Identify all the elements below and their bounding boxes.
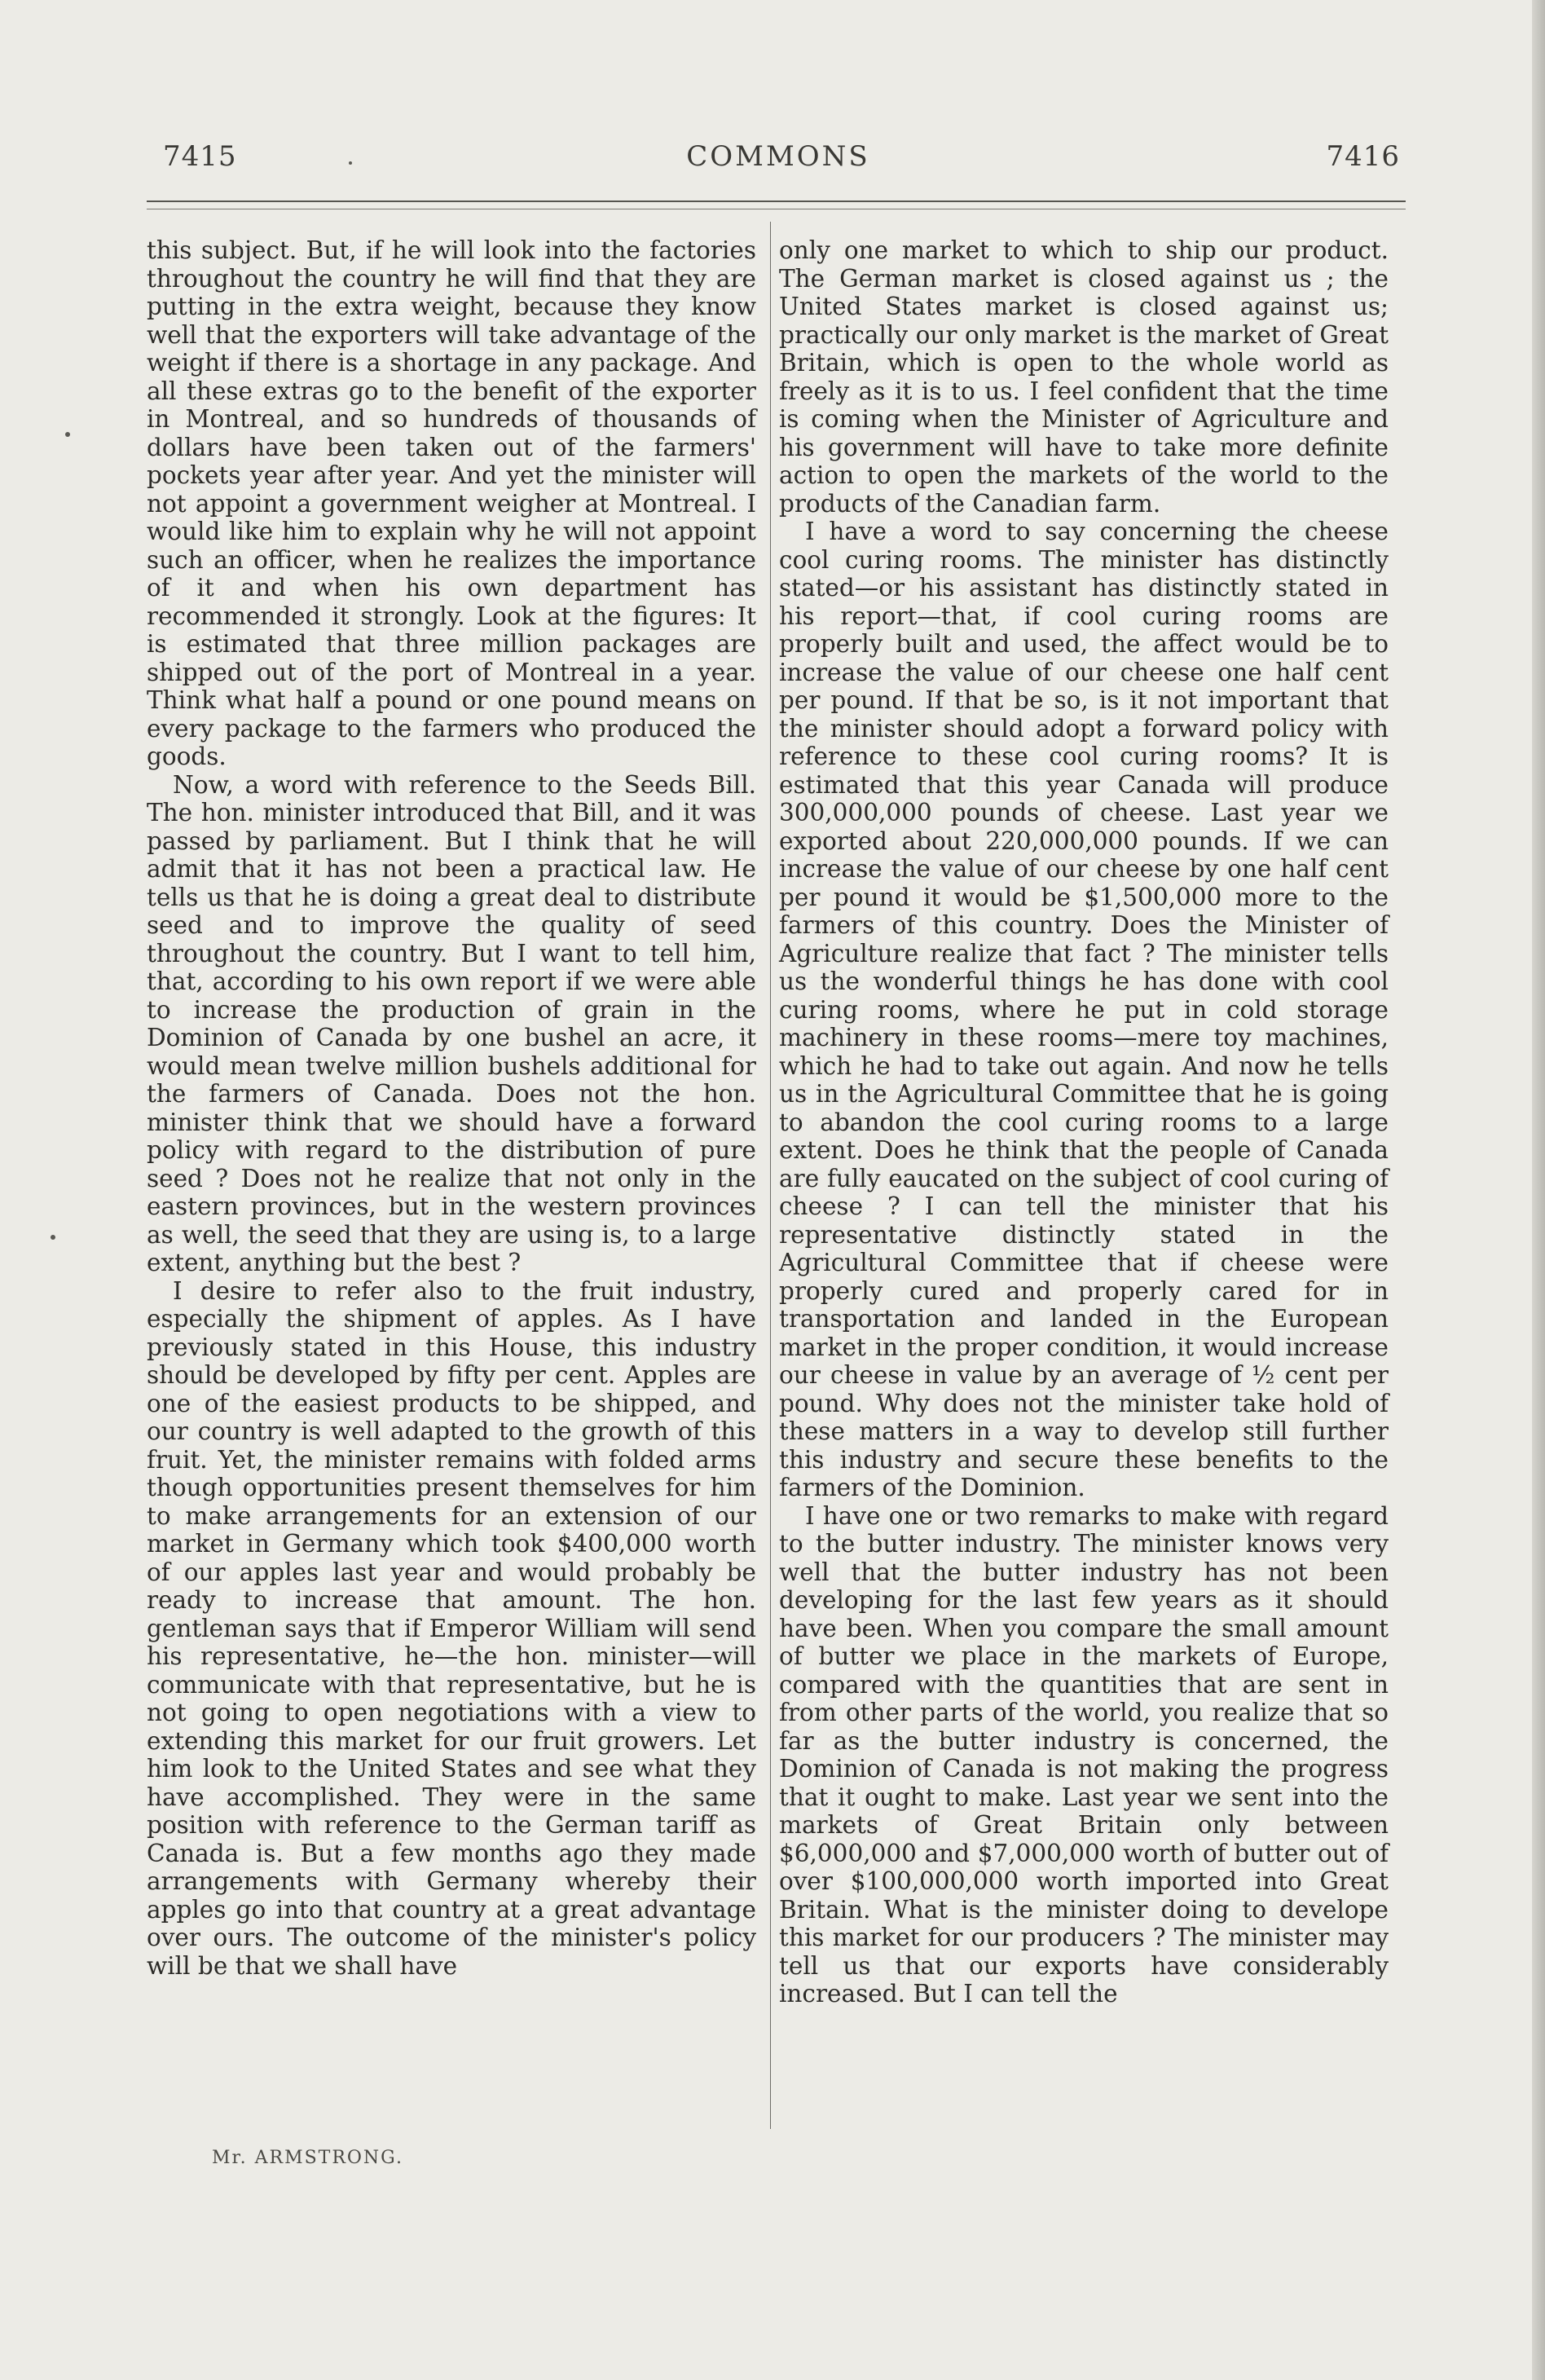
right-column: [779, 236, 1389, 2008]
page-edge: [1532, 0, 1545, 2380]
header-rule-top: [147, 201, 1406, 202]
speaker-footer: Mr. ARMSTRONG.: [212, 2148, 403, 2168]
print-speck: [51, 1235, 55, 1240]
left-column: [147, 236, 756, 1980]
paragraph: Now, a word with reference to the Seeds Bill. The hon. minister introduced that Bill, and it was passed by parliament. But I think that he will admit that it has not been a practical law. He tells us that he is doing a great deal to distribute seed and to improve the quality of seed throughout the country. But I want to tell him, that, according to his own report if we were able to increase the production of grain in the Dominion of Canada by one bushel an acre, it would mean twelve million bushels additional for the farmers of Canada. Does not the hon. minister think that we should have a forward policy with regard to the distribution of pure seed ? Does not he realize that not only in the eastern provinces, but in the western provinces as well, the seed that they are using is, to a large extent, anything but the best ?: [147, 770, 756, 1276]
paragraph: I have a word to say concerning the cheese cool curing rooms. The minister has distinctly stated—or his assistant has distinctly stated in his report—that, if cool curing rooms are properly built and used, the affect would be to increase the value of our cheese one half cent per pound. If that be so, is it not important that the minister should adopt a forward policy with reference to these cool curing rooms? It is estimated that this year Canada will produce 300,000,000 pounds of cheese. Last year we exported about 220,000,000 pounds. If we can increase the value of our cheese by one half cent per pound it would be $1,500,000 more to the farmers of this country. Does the Minister of Agriculture realize that fact ? The minister tells us the wonderful things he has done with cool curing rooms, where he put in cold storage machinery in these rooms—mere toy machines, which he had to take out again. And now he tells us in the Agricultural Committee that he is going to abandon the cool curing rooms to a large extent. Does he think that the people of Canada are fully eaucated on the subject of cool curing of cheese ? I can tell the minister that his representative distinctly stated in the Agricultural Committee that if cheese were properly cured and properly cared for in transportation and landed in the European market in the proper condition, it would increase our cheese in value by an average of ½ cent per pound. Why does not the minister take hold of these matters in a way to develop still further this industry and secure these benefits to the farmers of the Dominion.: [779, 518, 1389, 1501]
paragraph: I desire to refer also to the fruit industry, especially the shipment of apples. As I have previously stated in this House, this industry should be developed by fifty per cent. Apples are one of the easiest products to be shipped, and our country is well adapted to the growth of this fruit. Yet, the minister remains with folded arms though opportunities present themselves for him to make arrangements for an extension of our market in Germany which took $400,000 worth of our apples last year and would probably be ready to increase that amount. The hon. gentleman says that if Emperor William will send his representative, he—the hon. minister—will communicate with that representative, but he is not going to open negotiations with a view to extending this market for our fruit growers. Let him look to the United States and see what they have accomplished. They were in the same position with reference to the German tariff as Canada is. But a few months ago they made arrangements with Germany whereby their apples go into that country at a great advantage over ours. The outcome of the minister's policy will be that we shall have: [147, 1276, 756, 1980]
paragraph: this subject. But, if he will look into the factories throughout the country he will find that they are putting in the extra weight, because they know well that the exporters will take advantage of the weight if there is a shortage in any package. And all these extras go to the benefit of the exporter in Montreal, and so hundreds of thousands of dollars have been taken out of the farmers' pockets year after year. And yet the minister will not appoint a government weigher at Montreal. I would like him to explain why he will not appoint such an officer, when he realizes the importance of it and when his own department has recommended it strongly. Look at the figures: It is estimated that three million packages are shipped out of the port of Montreal in a year. Think what half a pound or one pound means on every package to the farmers who produced the goods.: [147, 236, 756, 770]
print-speck: [65, 432, 70, 437]
paragraph: I have one or two remarks to make with regard to the butter industry. The minister knows very well that the butter industry has not been developing for the last few years as it should have been. When you compare the small amount of butter we place in the markets of Europe, compared with the quantities that are sent in from other parts of the world, you realize that so far as the butter industry is concerned, the Dominion of Canada is not making the progress that it ought to make. Last year we sent into the markets of Great Britain only between $6,000,000 and $7,000,000 worth of butter out of over $100,000,000 worth imported into Great Britain. What is the minister doing to develope this market for our producers ? The minister may tell us that our exports have considerably increased. But I can tell the: [779, 1501, 1389, 2008]
paragraph: only one market to which to ship our product. The German market is closed against us ; the United States market is closed against us; practically our only market is the market of Great Britain, which is open to the whole world as freely as it is to us. I feel confident that the time is coming when the Minister of Agriculture and his government will have to take more definite action to open the markets of the world to the products of the Canadian farm.: [779, 236, 1389, 518]
page-title: COMMONS: [686, 140, 870, 173]
page-header: [147, 140, 1410, 189]
left-page-number: 7415: [163, 140, 237, 173]
column-divider: [770, 222, 771, 2129]
print-speck: [349, 161, 352, 165]
right-page-number: 7416: [1326, 140, 1400, 173]
